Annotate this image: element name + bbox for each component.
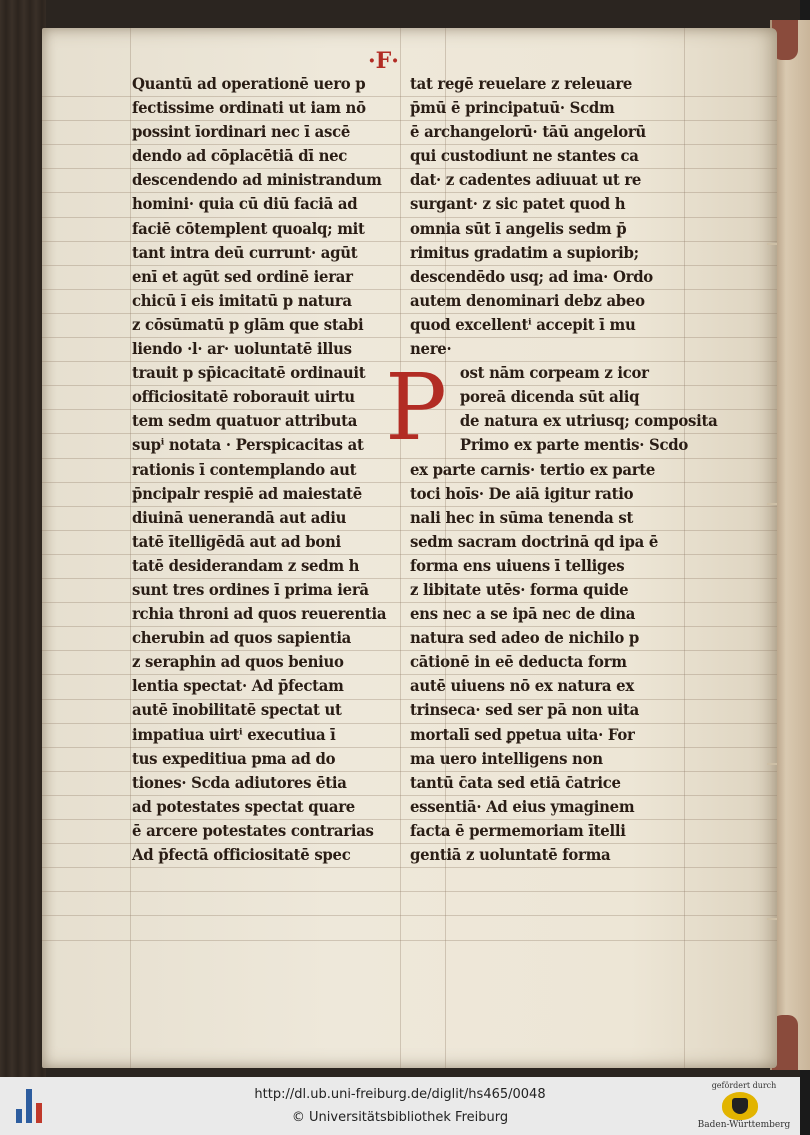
copyright-text: © Universitätsbibliothek Freiburg — [291, 1110, 509, 1125]
manuscript-line: facta ē permemoriam ītelli — [410, 820, 626, 840]
manuscript-line: trauit p sp̄icacitatē ordinauit — [132, 363, 366, 383]
ruling-line — [42, 891, 777, 892]
binding-stitch — [767, 763, 777, 765]
manuscript-line: diuinā uenerandā aut adiu — [132, 507, 347, 527]
manuscript-line: descendēdo usq; ad ima· Ordo — [410, 266, 653, 286]
manuscript-line: mortalī sed ꝑpetua uita· For — [410, 724, 635, 744]
manuscript-line: tantū c̄ata sed etiā c̄atrice — [410, 772, 621, 792]
ruling-vertical — [130, 28, 131, 1068]
manuscript-line: nere· — [410, 339, 452, 359]
manuscript-line: sedm sacram doctrinā qd ipa ē — [410, 531, 659, 551]
manuscript-line: tatē ītelligēdā aut ad boni — [132, 531, 341, 551]
manuscript-line: tus expeditiua pma ad do — [132, 748, 336, 768]
manuscript-line: fectissime ordinati ut iam nō — [132, 98, 366, 118]
manuscript-line: tat regē reuelare z releuare — [410, 74, 633, 93]
manuscript-line: ad potestates spectat quare — [132, 796, 355, 816]
manuscript-line: toci hoīs· De aiā igitur ratio — [410, 483, 634, 503]
manuscript-line: Ad p̄fectā officiositatē spec — [132, 845, 351, 864]
manuscript-line: enī et agūt sed ordinē ierar — [132, 266, 353, 286]
manuscript-line: descendendo ad ministrandum — [132, 170, 382, 190]
manuscript-line: surgant· z sic patet quod h — [410, 194, 626, 214]
manuscript-line: omnia sūt ī angelis sedm p̄ — [410, 218, 627, 238]
manuscript-line: trinseca· sed ser pā non uita — [410, 700, 639, 720]
manuscript-line: p̄mū ē principatuū· Scdm — [410, 98, 615, 118]
manuscript-line: natura sed adeo de nichilo p — [410, 628, 640, 648]
manuscript-line: tant intra deū currunt· agūt — [132, 242, 358, 262]
manuscript-line: lentia spectat· Ad p̄fectam — [132, 676, 344, 696]
manuscript-line: gentiā z uoluntatē forma — [410, 845, 611, 864]
manuscript-line: autē uiuens nō ex natura ex — [410, 676, 634, 696]
manuscript-line: cātionē in eē deducta form — [410, 652, 627, 672]
manuscript-line: z libitate utēs· forma quide — [410, 579, 629, 599]
ruling-line — [42, 940, 777, 941]
manuscript-line: rationis ī contemplando aut — [132, 459, 357, 479]
manuscript-line: tatē desiderandam z sedm h — [132, 555, 360, 575]
manuscript-line: poreā dicenda sūt aliq — [459, 387, 640, 407]
ruling-vertical — [684, 28, 685, 1068]
manuscript-line: Primo ex parte mentis· Scdo — [459, 435, 689, 455]
binding-stitch — [767, 243, 777, 245]
manuscript-line: chicū ī eis imitatū p natura — [132, 290, 352, 310]
manuscript-line: liendo ·l· ar· uoluntatē illus — [132, 339, 352, 359]
binding-stitch — [767, 918, 777, 920]
manuscript-line: p̄ncipalr respiē ad maiestatē — [132, 483, 362, 503]
manuscript-line: forma ens uiuens ī telliges — [410, 555, 625, 575]
rubric-page-mark: ·F· — [368, 48, 399, 74]
manuscript-line: cherubin ad quos sapientia — [132, 628, 352, 648]
manuscript-line: Quantū ad operationē uero p — [132, 74, 366, 93]
manuscript-line: supⁱ notata · Perspicacitas at — [132, 435, 364, 455]
manuscript-line: essentiā· Ad eius ymaginem — [410, 796, 635, 816]
manuscript-line: homini· quia cū diū faciā ad — [132, 194, 358, 214]
manuscript-line: z cōsūmatū p glām que stabi — [132, 314, 364, 334]
right-text-column — [410, 72, 718, 867]
manuscript-line: tem sedm quatuor attributa — [132, 411, 358, 431]
manuscript-line: officiositatē roborauit uirtu — [132, 387, 355, 407]
binding-stitch — [767, 503, 777, 505]
manuscript-line: ens nec a se ipā nec de dina — [410, 604, 636, 624]
manuscript-line: rimitus gradatim a supiorib; — [410, 242, 639, 262]
manuscript-line: dendo ad cōplacētiā dī nec — [132, 146, 348, 166]
sponsor-label: gefördert durch — [711, 1081, 777, 1090]
manuscript-line: autem denominari debz abeo — [410, 290, 645, 310]
baden-wuerttemberg-crest-icon — [722, 1092, 758, 1120]
manuscript-line: possint īordinari nec ī ascē — [132, 122, 351, 142]
manuscript-line: ē archangelorū· tāū angelorū — [410, 122, 646, 142]
decorated-initial: P — [385, 354, 447, 461]
left-text-column — [132, 72, 387, 867]
manuscript-line: nali hec in sūma tenenda st — [410, 507, 634, 527]
manuscript-line: quod excellentⁱ accepit ī mu — [410, 314, 636, 334]
manuscript-line: impatiua uirtⁱ executiua ī — [132, 724, 336, 744]
left-book-edge — [0, 0, 46, 1077]
ruling-line — [42, 915, 777, 916]
manuscript-line: ma uero intelligens non — [410, 748, 603, 768]
manuscript-line: sunt tres ordines ī prima ierā — [132, 579, 369, 599]
manuscript-line: ex parte carnis· tertio ex parte — [410, 459, 656, 479]
manuscript-line: de natura ex utriusq; composita — [459, 411, 718, 431]
ruling-vertical — [400, 28, 401, 1068]
manuscript-line: qui custodiunt ne stantes ca — [410, 146, 639, 166]
sponsor-name: Baden-Württemberg — [697, 1120, 791, 1130]
manuscript-line: rchia throni ad quos reuerentia — [132, 604, 387, 624]
manuscript-line: dat· z cadentes adiuuat ut re — [410, 170, 642, 190]
ruling-line — [42, 867, 777, 868]
manuscript-line: faciē cōtemplent quoalq; mit — [132, 218, 365, 238]
manuscript-line: z seraphin ad quos beniuo — [132, 652, 344, 672]
manuscript-line: ē arcere potestates contrarias — [132, 820, 374, 840]
manuscript-line: ost nām corpeam z icor — [459, 363, 649, 383]
manuscript-line: autē īnobilitatē spectat ut — [132, 700, 342, 720]
viewer-footer — [0, 1077, 800, 1135]
manuscript-line: tiones· Scda adiutores ētia — [132, 772, 347, 792]
source-url-link[interactable]: http://dl.ub.uni-freiburg.de/diglit/hs465/0048 — [254, 1087, 546, 1102]
